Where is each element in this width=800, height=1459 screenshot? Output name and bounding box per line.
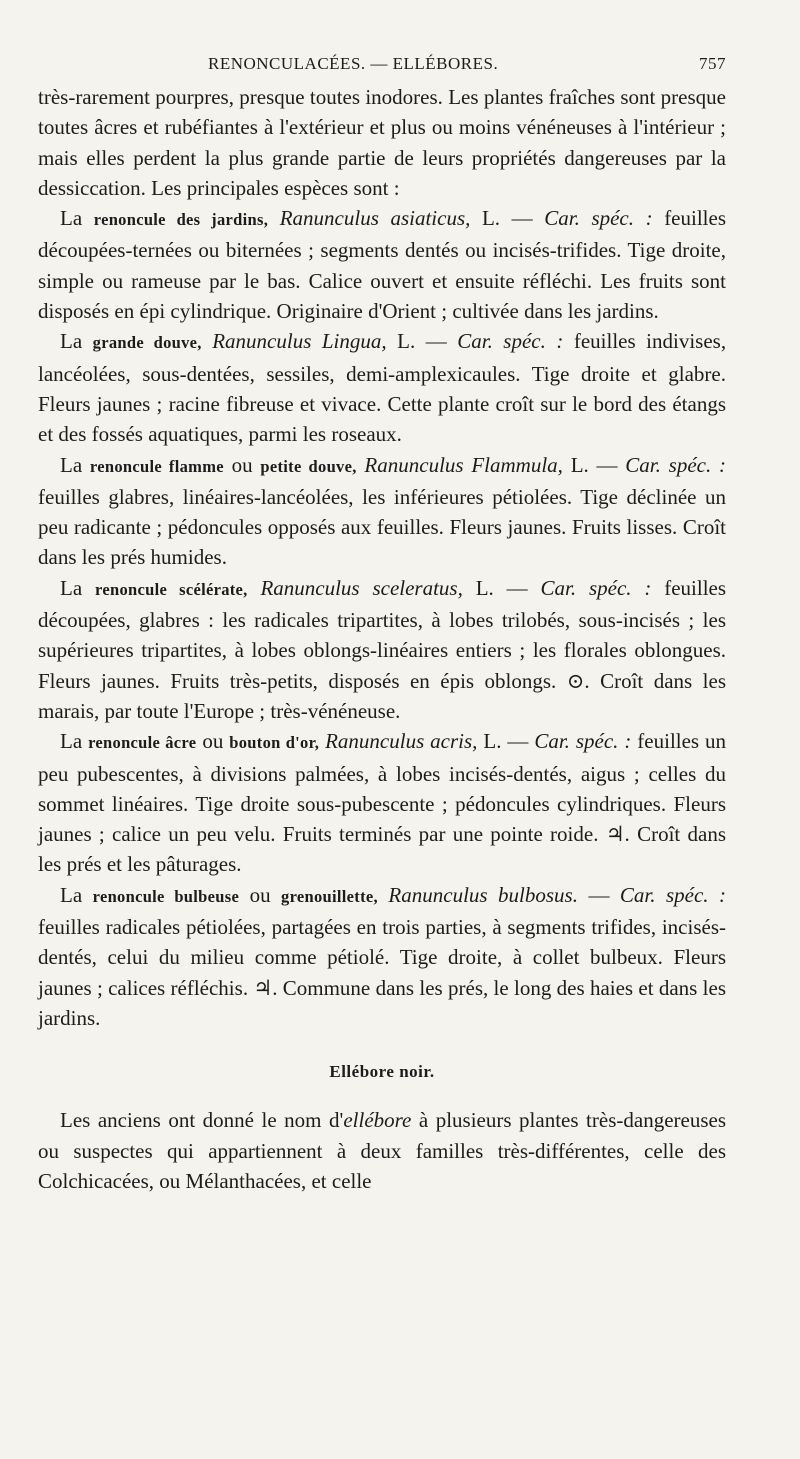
paragraph-grande-douve: La grande douve, Ranunculus Lingua, L. — Car. spéc. : feuilles indivises, lancéolées, sous-dentées, sessiles, demi-amplexicaules. Tige droite et glabre. Fleurs jaunes ; racine fibreuse et vivace. Cette plante croît sur le bord des étangs et des fossés aquatiques, parmi les roseaux. [38, 329, 727, 447]
page-number: 757 [699, 54, 726, 73]
latin-name: Ranunculus Lingua, [212, 329, 387, 354]
species-alt-name: bouton d'or, [229, 733, 320, 753]
species-name: renoncule flamme [89, 456, 224, 476]
italic-term: ellébore [343, 1108, 412, 1133]
species-name: renoncule des jardins, [93, 210, 269, 230]
paragraph-renoncule-des-jardins: La renoncule des jardins, Ranunculus asiaticus, L. — Car. spéc. : feuilles découpées-ternées ou biternées ; segments dentés ou incisés-trifides. Tige droite, simple ou rameuse par le bas. Calice ouvert et ensuite réfléchi. Les fruits sont disposés en épi cylindrique. Originaire d'Orient ; cultivée dans les jardins. [38, 206, 726, 324]
running-title: RENONCULACÉES. — ELLÉBORES. [208, 54, 499, 73]
paragraph-renoncule-bulbeuse: La renoncule bulbeuse ou grenouillette, Ranunculus bulbosus. — Car. spéc. : feuilles radicales pétiolées, partagées en trois parties, à segments trifides, incisés-dentés, celui du milieu comme pétiolé. Tige droite, à collet bulbeux. Fleurs jaunes ; calices réfléchis. ♃. Commune dans les prés, le long des haies et dans les jardins. [38, 882, 727, 1030]
latin-name: Ranunculus acris, [325, 729, 478, 754]
species-name: renoncule scélérate, [95, 579, 248, 599]
species-name: renoncule bulbeuse [92, 886, 240, 906]
paragraph-renoncule-scelerate: La renoncule scélérate, Ranunculus sceleratus, L. — Car. spéc. : feuilles découpées, glabres : les radicales tripartites, à lobes trilobés, sous-incisés ; les supérieures tripartites, à lobes oblongs-linéaires entiers ; les florales oblongues. Fleurs jaunes. Fruits très-petits, disposés en épis oblongs. ⊙. Croît dans les marais, par toute l'Europe ; très-vénéneuse. [38, 575, 727, 723]
paragraph-ellebore-intro: Les anciens ont donné le nom d'ellébore à plusieurs plantes très-dangereuses ou suspectes qui appartiennent à deux familles très-différentes, celle des Colchicacées, ou Mélanthacées, et celle [38, 1108, 726, 1193]
latin-name: Ranunculus Flammula, [364, 452, 563, 477]
section-title: Ellébore noir. [329, 1062, 435, 1082]
species-alt-name: grenouillette, [281, 886, 378, 906]
paragraph-renoncule-flamme: La renoncule flamme ou petite douve, Ranunculus Flammula, L. — Car. spéc. : feuilles glabres, linéaires-lancéolées, les inférieures pétiolées. Tige déclinée un peu radicante ; pédoncules opposés aux feuilles. Fleurs jaunes. Fruits lisses. Croît dans les prés humides. [38, 452, 726, 570]
latin-name: Ranunculus bulbosus. [388, 882, 578, 907]
latin-name: Ranunculus sceleratus, [260, 575, 463, 600]
paragraph-renoncule-acre: La renoncule âcre ou bouton d'or, Ranunculus acris, L. — Car. spéc. : feuilles un peu pubescentes, à divisions palmées, à lobes incisés-dentés, aigus ; celles du sommet linéaires. Tige droite sous-pubescente ; pédoncules cylindriques. Fleurs jaunes ; calice un peu velu. Fruits terminés par une pointe roide. ♃. Croît dans les prés et les pâturages. [38, 729, 727, 877]
latin-name: Ranunculus asiaticus, [279, 206, 471, 231]
species-name: renoncule âcre [88, 733, 197, 753]
book-page [38, 52, 726, 1196]
paragraph-intro: très-rarement pourpres, presque toutes inodores. Les plantes fraîches sont presque toutes âcres et rubéfiantes à l'extérieur et plus ou moins vénéneuses à l'intérieur ; mais elles perdent la plus grande partie de leurs propriétés dangereuses par la dessiccation. Les principales espèces sont : [38, 85, 726, 200]
page-header [38, 52, 726, 82]
species-alt-name: petite douve, [260, 456, 357, 476]
species-name: grande douve, [92, 333, 202, 353]
